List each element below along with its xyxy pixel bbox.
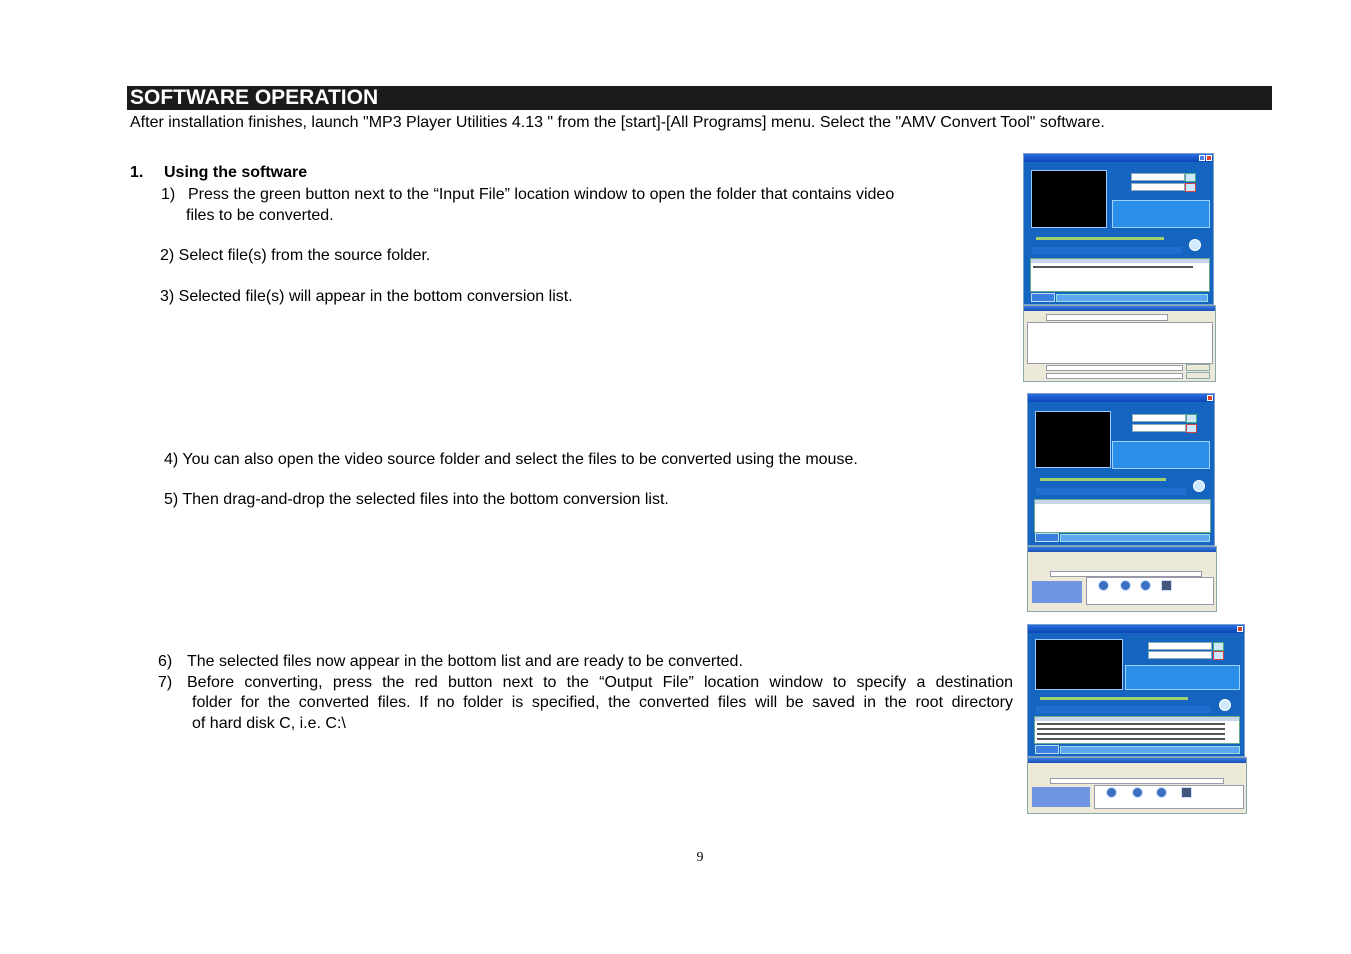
open-button	[1186, 364, 1210, 371]
document-file-icon	[1181, 787, 1192, 798]
play-icon	[1189, 239, 1201, 251]
step-1-line-2: files to be converted.	[186, 207, 334, 224]
output-file-field	[1148, 651, 1212, 659]
progress-button	[1035, 533, 1059, 542]
address-field	[1050, 778, 1224, 784]
dialog-titlebar	[1024, 306, 1215, 311]
video-file-icon	[1098, 580, 1109, 591]
input-file-field	[1132, 414, 1186, 422]
seek-slider	[1040, 697, 1188, 700]
step-6-number: 6)	[158, 653, 173, 670]
video-preview	[1031, 170, 1107, 228]
file-name-field	[1046, 365, 1183, 371]
explorer-file-area	[1094, 785, 1244, 809]
close-icon	[1206, 155, 1212, 161]
close-icon	[1207, 395, 1213, 401]
play-icon	[1219, 699, 1231, 711]
red-folder-icon	[1185, 183, 1196, 192]
video-file-icon	[1156, 787, 1167, 798]
video-tasks-panel	[1032, 581, 1082, 603]
green-folder-icon	[1213, 642, 1224, 651]
explorer-titlebar	[1028, 758, 1246, 763]
play-icon	[1193, 480, 1205, 492]
step-4: 4) You can also open the video source folder and select the files to be converted using the mouse.	[164, 451, 858, 468]
progress-bar	[1060, 746, 1240, 754]
file-type-field	[1046, 373, 1183, 379]
converter-screenshot-2	[1027, 393, 1215, 546]
step-2: 2) Select file(s) from the source folder.	[160, 247, 431, 264]
progress-bar	[1056, 294, 1208, 302]
explorer-titlebar	[1028, 547, 1216, 552]
progress-button	[1031, 293, 1055, 302]
video-file-icon	[1106, 787, 1117, 798]
green-folder-icon	[1186, 414, 1197, 423]
video-file-icon	[1120, 580, 1131, 591]
video-preview	[1035, 639, 1123, 690]
close-icon	[1237, 626, 1243, 632]
conversion-list	[1030, 258, 1210, 292]
video-preview	[1035, 411, 1111, 468]
video-file-icon	[1140, 580, 1151, 591]
window-titlebar	[1028, 394, 1214, 402]
control-row	[1032, 247, 1182, 254]
explorer-screenshot	[1027, 546, 1217, 612]
settings-panel	[1112, 441, 1210, 469]
settings-panel	[1125, 665, 1240, 690]
settings-panel	[1112, 200, 1210, 228]
explorer-screenshot	[1027, 757, 1247, 814]
step-7-line-3: of hard disk C, i.e. C:\	[192, 715, 346, 732]
intro-text: After installation finishes, launch "MP3 Player Utilities 4.13 " from the [start]-[All Programs] menu. Select the "AMV Convert Tool" software.	[130, 114, 1105, 131]
subsection-number: 1.	[130, 164, 144, 181]
conversion-list	[1034, 499, 1211, 533]
step-1-number: 1)	[161, 186, 176, 203]
red-folder-icon	[1186, 424, 1197, 433]
window-titlebar	[1024, 154, 1213, 162]
converter-screenshot-3	[1027, 624, 1245, 757]
step-6: The selected files now appear in the bottom list and are ready to be converted.	[187, 653, 743, 670]
step-3: 3) Selected file(s) will appear in the bottom conversion list.	[160, 288, 573, 305]
step-7-line-1: Before converting, press the red button next to the “Output File” location window to specify a destination	[187, 674, 1013, 691]
output-file-field	[1132, 424, 1186, 432]
file-list	[1027, 322, 1213, 364]
window-titlebar	[1028, 625, 1244, 633]
output-file-field	[1131, 183, 1185, 191]
control-row	[1036, 706, 1210, 713]
step-5: 5) Then drag-and-drop the selected files into the bottom conversion list.	[164, 491, 669, 508]
step-1-line-1: Press the green button next to the “Input File” location window to open the folder that contains video	[188, 186, 895, 203]
progress-button	[1035, 745, 1059, 754]
green-folder-icon	[1185, 173, 1196, 182]
step-7-line-2: folder for the converted files. If no folder is specified, the converted files will be saved in the root directory	[192, 694, 1013, 711]
open-dialog-screenshot	[1023, 305, 1216, 382]
minimize-icon	[1199, 155, 1205, 161]
input-file-field	[1148, 642, 1212, 650]
video-tasks-panel	[1032, 787, 1090, 807]
input-file-field	[1131, 173, 1185, 181]
video-file-icon	[1132, 787, 1143, 798]
seek-slider	[1040, 478, 1166, 481]
seek-slider	[1036, 237, 1164, 240]
section-title: SOFTWARE OPERATION	[127, 86, 1272, 110]
control-row	[1036, 488, 1186, 495]
step-7-number: 7)	[158, 674, 173, 691]
look-in-field	[1046, 314, 1168, 321]
document-file-icon	[1161, 580, 1172, 591]
conversion-list	[1034, 716, 1240, 744]
cancel-button	[1186, 372, 1210, 379]
page-number: 9	[696, 850, 704, 865]
red-folder-icon	[1213, 651, 1224, 660]
converter-screenshot-1	[1023, 153, 1214, 305]
subsection-title: Using the software	[164, 164, 308, 181]
progress-bar	[1060, 534, 1210, 542]
